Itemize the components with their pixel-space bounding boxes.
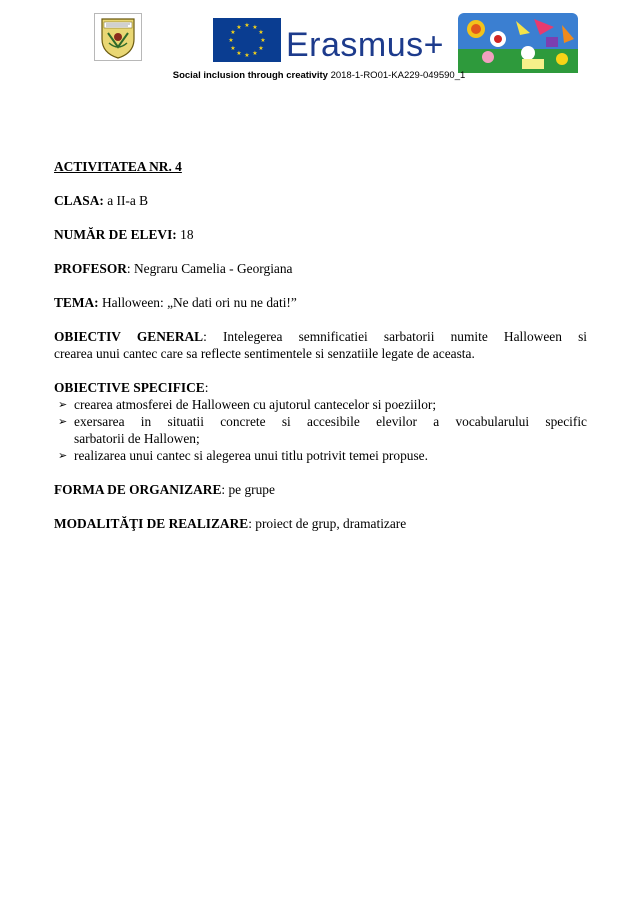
svg-text:★: ★ [244,52,250,59]
obiectiv-general-text1: : Intelegerea semnificatiei sarbatorii numite Halloween si [203,329,587,344]
clasa-value: a II-a B [107,193,149,208]
elevi-value: 18 [180,227,194,242]
obiective-specifice-list [54,396,587,464]
elevi-line [54,226,587,243]
tema-value: Halloween: „Ne dati ori nu ne dati!” [102,295,297,310]
obiectiv-general-label: OBIECTIV GENERAL [54,329,204,344]
clasa-label: CLASA: [54,193,104,208]
clasa-line [54,192,587,209]
modalitati-value: : proiect de grup, dramatizare [248,516,407,531]
modalitati-line [54,515,587,532]
activity-content [54,158,587,532]
forma-organizare-label: FORMA DE ORGANIZARE [54,482,222,497]
svg-text:★: ★ [230,45,236,52]
svg-text:★: ★ [252,24,258,31]
tema-label: TEMA: [54,295,99,310]
project-code: 2018-1-RO01-KA229-049590_1 [330,70,466,81]
project-subtitle [0,70,638,82]
obiective-specifice-label: OBIECTIVE SPECIFICE [54,380,205,395]
project-name: Social inclusion through creativity [172,70,328,81]
profesor-line [54,260,587,277]
arrow-bullet-icon: ➢ [58,398,68,411]
eu-flag-logo-icon [213,18,281,62]
list-item: ➢ realizarea unui cantec si alegerea unui titlu potrivit temei propuse. [58,448,428,463]
svg-text:★: ★ [258,45,264,52]
project-collage-logo-icon [458,13,578,73]
obiective-specifice-colon: : [204,380,209,395]
forma-organizare-line [54,481,587,498]
svg-text:★: ★ [260,37,266,44]
svg-text:★: ★ [244,22,250,29]
erasmus-plus-logo: Erasmus+ [286,26,444,64]
obiectiv-general-line1 [54,328,587,345]
tema-line [54,294,587,311]
svg-text:★: ★ [228,37,234,44]
school-crest-logo-icon [94,13,142,61]
svg-text:★: ★ [252,50,258,57]
list-item: ➢ crearea atmosferei de Halloween cu ajutorul cantecelor si poeziilor; [58,397,437,412]
arrow-bullet-icon: ➢ [58,415,68,428]
obiective-specifice-heading [54,379,587,396]
arrow-bullet-icon: ➢ [58,449,68,462]
svg-text:★: ★ [258,29,264,36]
profesor-label: PROFESOR [54,261,127,276]
activity-title: ACTIVITATEA NR. 4 [54,159,182,174]
list-item: ➢ exersarea in situatii concrete si accesibile elevilor a vocabularului specific sarbatorii de Hallowen; [58,414,587,446]
forma-organizare-value: : pe grupe [221,482,275,497]
obiectiv-general-text2: crearea unui cantec care sa reflecte sentimentele si senzatiile legate de aceasta. [54,346,475,361]
modalitati-label: MODALITĂŢI DE REALIZARE [54,516,249,531]
svg-text:★: ★ [236,24,242,31]
svg-text:★: ★ [230,29,236,36]
elevi-label: NUMĂR DE ELEVI: [54,227,177,242]
svg-text:★: ★ [236,50,242,57]
profesor-value: : Negraru Camelia - Georgiana [126,261,293,276]
